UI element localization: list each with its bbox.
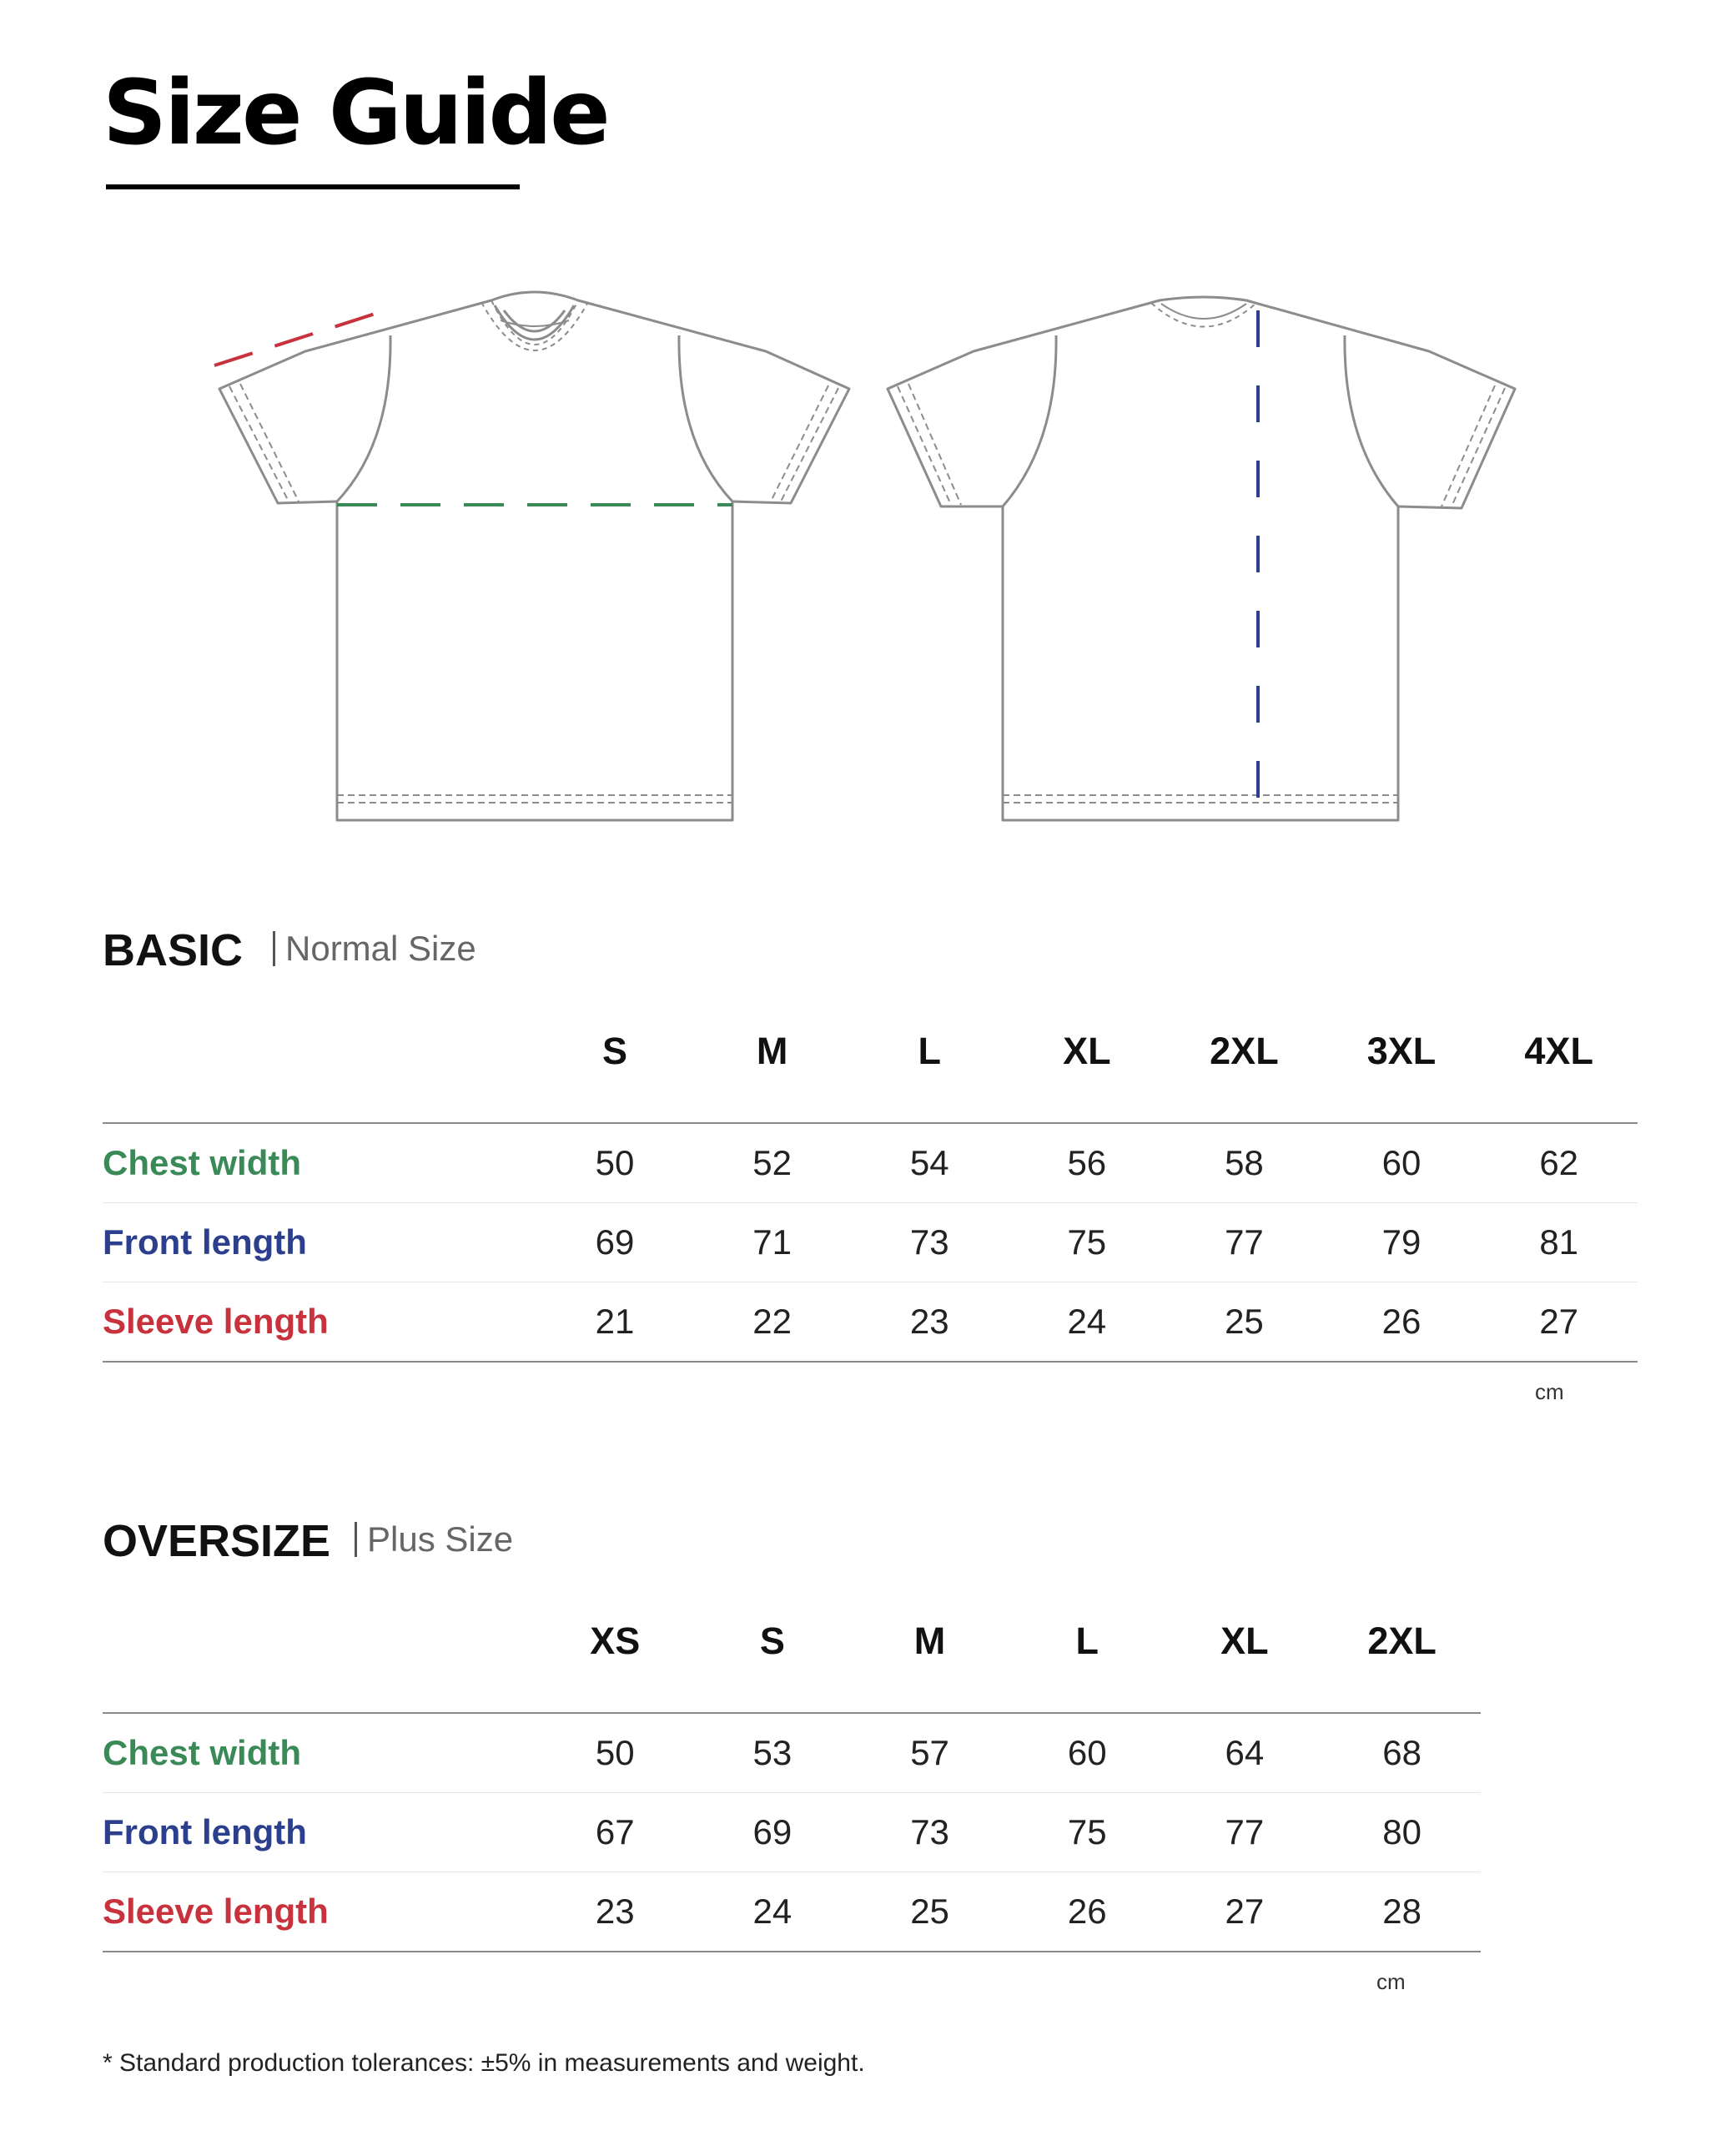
row-label: Front length bbox=[103, 1812, 307, 1851]
size-header-cell: S bbox=[694, 1570, 852, 1713]
size-header-empty bbox=[103, 1570, 536, 1713]
row-label: Front length bbox=[103, 1222, 307, 1262]
measurement-cell: 79 bbox=[1381, 1222, 1422, 1262]
table-row bbox=[103, 1793, 1481, 1872]
table-row bbox=[103, 1713, 1481, 1793]
size-header-cell: 2XL bbox=[1165, 980, 1323, 1123]
table-row bbox=[103, 1203, 1638, 1282]
measurement-cell: 58 bbox=[1225, 1143, 1264, 1182]
measurement-cell: 71 bbox=[752, 1222, 792, 1262]
size-header-cell: 4XL bbox=[1480, 980, 1638, 1123]
measurement-cell: 52 bbox=[752, 1143, 792, 1182]
measurement-cell: 73 bbox=[910, 1812, 949, 1851]
size-header-empty bbox=[103, 980, 536, 1123]
measurement-cell: 57 bbox=[910, 1733, 949, 1772]
measurement-cell: 21 bbox=[595, 1302, 635, 1341]
measurement-cell: 24 bbox=[1067, 1302, 1107, 1341]
measurement-cell: 54 bbox=[909, 1143, 949, 1182]
size-header-cell: XL bbox=[1009, 980, 1166, 1123]
size-header-cell: XL bbox=[1166, 1570, 1324, 1713]
size-header-cell: L bbox=[1009, 1570, 1166, 1713]
size-header-cell: M bbox=[693, 980, 851, 1123]
oversize-size-table bbox=[103, 1570, 1481, 1952]
measurement-cell: 73 bbox=[909, 1222, 949, 1262]
measurement-cell: 60 bbox=[1067, 1733, 1107, 1772]
measurement-cell: 23 bbox=[909, 1302, 949, 1341]
measurement-cell: 80 bbox=[1382, 1812, 1422, 1851]
row-label: Chest width bbox=[103, 1733, 301, 1772]
size-header-cell: 3XL bbox=[1323, 980, 1481, 1123]
size-header-cell: XS bbox=[536, 1570, 694, 1713]
basic-section-subtitle: Normal Size bbox=[273, 931, 476, 966]
measurement-cell: 50 bbox=[595, 1143, 635, 1182]
tshirt-back-icon bbox=[888, 297, 1515, 820]
title-underline bbox=[106, 184, 520, 189]
row-label: Sleeve length bbox=[103, 1302, 329, 1341]
measurement-cell: 69 bbox=[752, 1812, 793, 1851]
basic-size-table bbox=[103, 980, 1638, 1363]
page-title: Size Guide bbox=[103, 62, 608, 165]
measurement-cell: 26 bbox=[1381, 1302, 1422, 1341]
row-label: Chest width bbox=[103, 1143, 301, 1182]
size-header-cell: S bbox=[536, 980, 694, 1123]
size-header-cell: M bbox=[851, 1570, 1009, 1713]
measurement-cell: 26 bbox=[1067, 1892, 1107, 1931]
measurement-cell: 75 bbox=[1067, 1222, 1107, 1262]
oversize-unit-label: cm bbox=[1376, 1969, 1406, 1994]
measurement-cell: 27 bbox=[1225, 1892, 1265, 1931]
oversize-section-subtitle: Plus Size bbox=[355, 1522, 513, 1557]
measurement-cell: 24 bbox=[752, 1892, 793, 1931]
size-header-cell: L bbox=[851, 980, 1009, 1123]
measurement-cell: 81 bbox=[1539, 1222, 1579, 1262]
table-row bbox=[103, 1282, 1638, 1363]
measurement-cell: 28 bbox=[1382, 1892, 1422, 1931]
tshirt-illustration bbox=[0, 267, 1736, 851]
size-header-row bbox=[103, 1570, 1481, 1713]
tolerance-footnote: * Standard production tolerances: ±5% in measurements and weight. bbox=[103, 2049, 865, 2077]
size-header-row bbox=[103, 980, 1638, 1123]
basic-unit-label: cm bbox=[1535, 1379, 1564, 1404]
table-row bbox=[103, 1872, 1481, 1952]
measurement-cell: 60 bbox=[1381, 1143, 1422, 1182]
measurement-cell: 77 bbox=[1225, 1222, 1264, 1262]
measurement-cell: 27 bbox=[1539, 1302, 1579, 1341]
tshirt-front-icon bbox=[219, 292, 849, 820]
size-header-cell: 2XL bbox=[1323, 1570, 1481, 1713]
table-row bbox=[103, 1123, 1638, 1203]
measurement-cell: 25 bbox=[910, 1892, 949, 1931]
measurement-cell: 56 bbox=[1067, 1143, 1107, 1182]
row-label: Sleeve length bbox=[103, 1892, 329, 1931]
measurement-cell: 64 bbox=[1225, 1733, 1265, 1772]
measurement-cell: 23 bbox=[595, 1892, 635, 1931]
measurement-cell: 75 bbox=[1067, 1812, 1107, 1851]
measurement-cell: 67 bbox=[595, 1812, 635, 1851]
measurement-cell: 68 bbox=[1382, 1733, 1422, 1772]
measurement-cell: 53 bbox=[752, 1733, 793, 1772]
measurement-cell: 22 bbox=[752, 1302, 792, 1341]
measurement-cell: 25 bbox=[1225, 1302, 1264, 1341]
basic-section-title: BASIC bbox=[103, 925, 244, 975]
measurement-cell: 50 bbox=[595, 1733, 635, 1772]
measurement-cell: 69 bbox=[595, 1222, 635, 1262]
measurement-cell: 77 bbox=[1225, 1812, 1265, 1851]
oversize-section-title: OVERSIZE bbox=[103, 1516, 331, 1566]
measurement-cell: 62 bbox=[1539, 1143, 1579, 1182]
